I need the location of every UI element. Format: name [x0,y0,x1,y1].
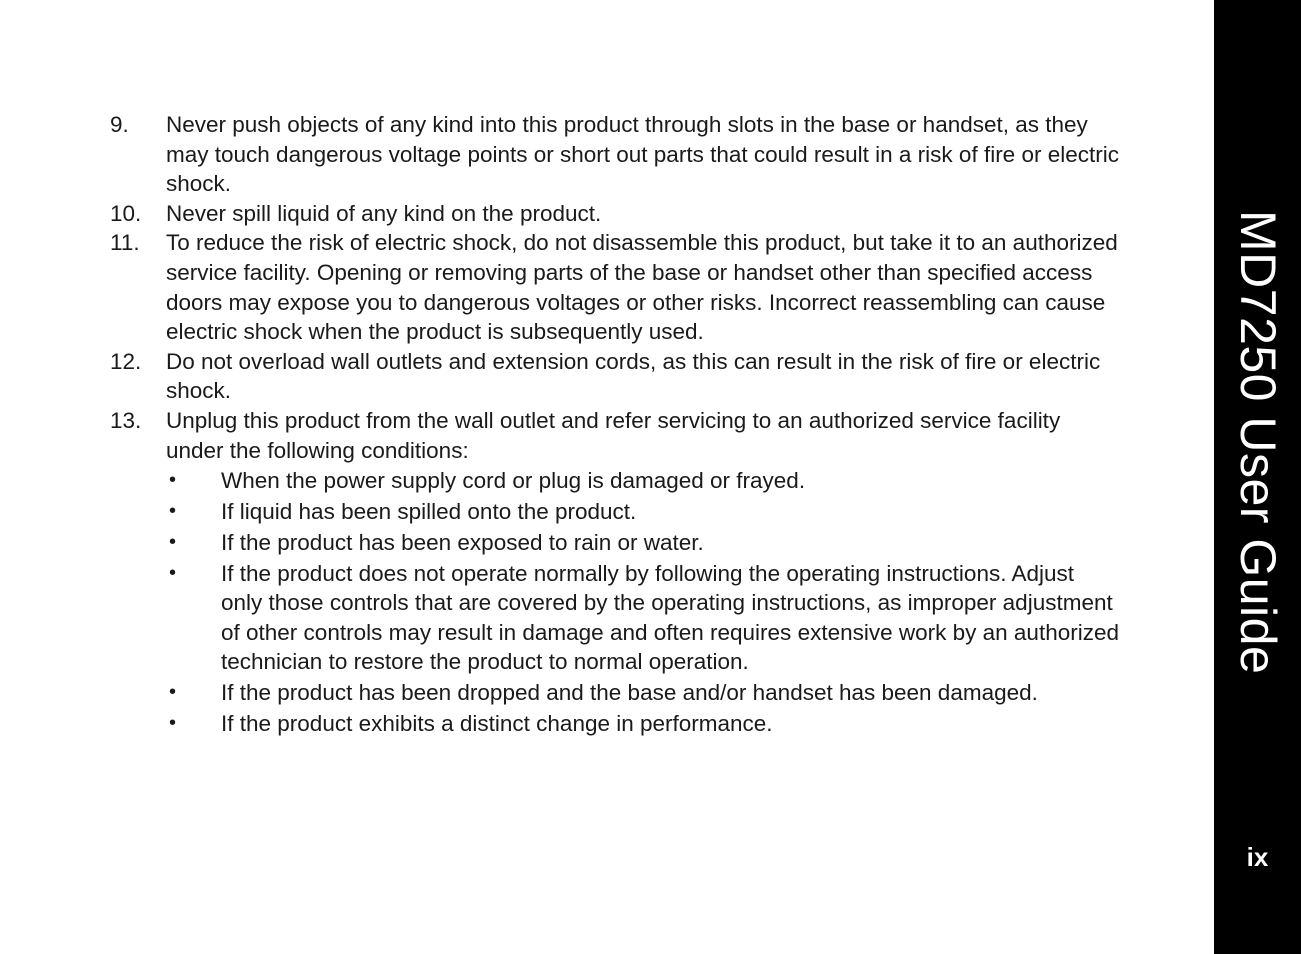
list-item [166,466,1120,496]
conditions-list [166,466,1120,738]
instruction-item-13 [110,406,1120,739]
guide-title [1214,0,1301,954]
safety-instructions [110,110,1120,739]
item-text: Never spill liquid of any kind on the product. [166,200,602,226]
list-item [166,497,1120,527]
instruction-item-12 [110,347,1120,406]
condition-text: When the power supply cord or plug is damaged or frayed. [221,468,806,494]
list-item [166,709,1120,739]
bullet-icon: • [169,500,177,523]
instruction-item-10 [110,199,1120,229]
bullet-icon: • [169,561,177,584]
condition-text: If the product has been exposed to rain or water. [221,529,704,555]
instruction-item-9 [110,110,1120,199]
item-number: 11. [110,230,140,256]
list-item [166,678,1120,708]
item-number: 9. [110,112,129,137]
bullet-icon: • [169,712,177,734]
item-number: 10. [110,200,142,226]
bullet-icon: • [169,469,177,492]
list-item [166,528,1120,558]
item-number: 12. [110,348,142,374]
condition-text: If liquid has been spilled onto the product. [221,499,637,525]
bullet-icon: • [169,681,177,704]
item-number: 13. [110,407,142,433]
bullet-icon: • [169,530,177,553]
instruction-item-11 [110,228,1120,346]
condition-text: If the product exhibits a distinct change in performance. [221,711,773,736]
list-item [166,559,1120,677]
item-text: Do not overload wall outlets and extension cords, as this can result in the risk of fire or electric shock. [166,348,1101,404]
guide-title-text: MD7250 User Guide [1229,210,1286,675]
page-number: ix [1246,842,1269,872]
item-text: To reduce the risk of electric shock, do not disassemble this product, but take it to an authorized service facility. Opening or removing parts of the base or handset other than specified access doors may expose you to dangerous voltages or other risks. Incorrect reassembling can cause electric shock when the product is subsequently used. [166,230,1118,345]
item-text: Unplug this product from the wall outlet and refer servicing to an authorized service facility under the following conditions: [166,407,1061,463]
item-text: Never push objects of any kind into this product through slots in the base or handset, as they may touch dangerous voltage points or short out parts that could result in a risk of fire or electric shock. [166,112,1119,197]
condition-text: If the product has been dropped and the base and/or handset has been damaged. [221,680,1038,706]
condition-text: If the product does not operate normally by following the operating instructions. Adjust only those controls that are covered by the operating instructions, as improper adjustment of other controls may result in damage and often requires extensive work by an authorized technician to restore the product to normal operation. [221,560,1119,675]
